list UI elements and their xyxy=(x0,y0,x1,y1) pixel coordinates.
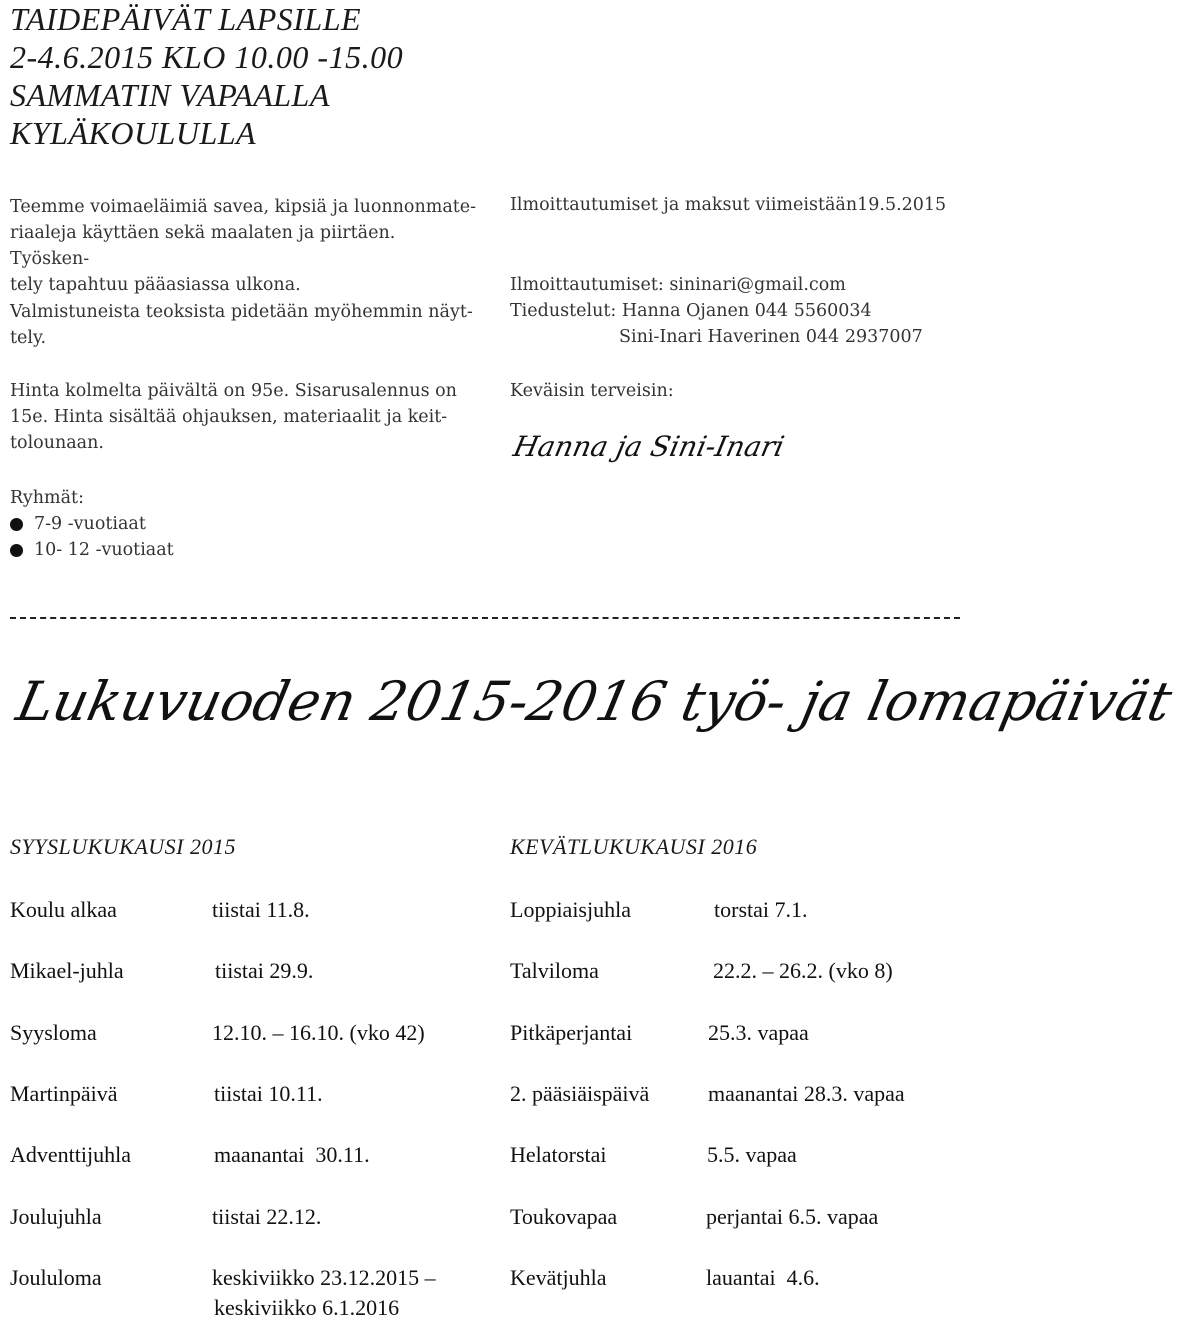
autumn-row-label: Joulujuhla xyxy=(10,1204,102,1229)
bullet-icon xyxy=(10,518,23,531)
group-label: 7-9 -vuotiaat xyxy=(34,514,146,534)
inquiries-text: Tiedustelut: Hanna Ojanen 044 5560034 xyxy=(510,301,872,321)
autumn-row-value: tiistai 10.11. xyxy=(214,1081,323,1106)
spring-row-value: perjantai 6.5. vapaa xyxy=(706,1204,879,1229)
signature: Hanna ja Sini-Inari xyxy=(510,430,788,463)
spring-row-value: 22.2. – 26.2. (vko 8) xyxy=(713,958,893,983)
spring-row-value: torstai 7.1. xyxy=(714,897,808,922)
autumn-row-label: Koulu alkaa xyxy=(10,897,117,922)
greeting-text: Keväisin terveisin: xyxy=(510,381,674,401)
description-paragraph xyxy=(10,194,480,298)
autumn-row-label: Mikael-juhla xyxy=(10,958,124,983)
spring-row-value: 5.5. vapaa xyxy=(707,1142,797,1167)
groups-label: Ryhmät: xyxy=(10,488,84,508)
spring-row-label: Pitkäperjantai xyxy=(510,1020,633,1045)
spring-row-value: lauantai 4.6. xyxy=(706,1265,820,1290)
autumn-row-label: Martinpäivä xyxy=(10,1081,118,1106)
inquiries-text-2: Sini-Inari Haverinen 044 2937007 xyxy=(619,327,923,347)
group-item xyxy=(10,537,480,563)
autumn-row-value: tiistai 11.8. xyxy=(212,897,310,922)
spring-row-label: Kevätjuhla xyxy=(510,1265,607,1290)
spring-row-label: Toukovapaa xyxy=(510,1204,618,1229)
autumn-row-value: tiistai 22.12. xyxy=(212,1204,322,1229)
title-line: KYLÄKOULULLA xyxy=(10,115,257,151)
autumn-row-value: keskiviikko 23.12.2015 – xyxy=(212,1265,436,1290)
text-line: Valmistuneista teoksista pidetään myöhemmin näyt- xyxy=(10,302,473,322)
group-item xyxy=(10,511,480,537)
title-line: SAMMATIN VAPAALLA xyxy=(10,77,330,113)
registration-email: Ilmoittautumiset: sininari@gmail.com xyxy=(510,275,846,295)
text-line: Hinta kolmelta päivältä on 95e. Sisarusalennus on xyxy=(10,381,457,401)
autumn-row-value: tiistai 29.9. xyxy=(215,958,314,983)
deadline-text: Ilmoittautumiset ja maksut viimeistään19.5.2015 xyxy=(510,195,947,215)
calendar-title: Lukuvuoden 2015-2016 työ- ja lomapäivät xyxy=(11,670,1177,733)
event-title xyxy=(10,0,403,152)
text-line: riaaleja käyttäen sekä maalaten ja piirtäen. Työsken- xyxy=(10,223,396,269)
text-line: tolounaan. xyxy=(10,433,104,453)
price-paragraph xyxy=(10,378,480,456)
dashed-divider xyxy=(10,617,960,619)
autumn-row-label: Joululoma xyxy=(10,1265,102,1290)
autumn-row-label: Adventtijuhla xyxy=(10,1142,131,1167)
title-line: TAIDEPÄIVÄT LAPSILLE xyxy=(10,1,362,37)
text-line: tely tapahtuu pääasiassa ulkona. xyxy=(10,275,301,295)
spring-row-value: 25.3. vapaa xyxy=(708,1020,809,1045)
autumn-row-value-2: keskiviikko 6.1.2016 xyxy=(214,1295,400,1320)
autumn-row-value: 12.10. – 16.10. (vko 42) xyxy=(212,1020,425,1045)
text-line: 15e. Hinta sisältää ohjauksen, materiaalit ja keit- xyxy=(10,407,448,427)
autumn-row-value: maanantai 30.11. xyxy=(214,1142,370,1167)
spring-row-label: Helatorstai xyxy=(510,1142,607,1167)
exhibition-paragraph xyxy=(10,299,480,351)
spring-row-value: maanantai 28.3. vapaa xyxy=(708,1081,905,1106)
autumn-heading: SYYSLUKUKAUSI 2015 xyxy=(10,834,236,859)
text-line: tely. xyxy=(10,328,47,348)
spring-heading: KEVÄTLUKUKAUSI 2016 xyxy=(510,834,758,859)
spring-row-label: Loppiaisjuhla xyxy=(510,897,631,922)
groups-section xyxy=(10,485,480,563)
group-label: 10- 12 -vuotiaat xyxy=(34,540,174,560)
autumn-row-label: Syysloma xyxy=(10,1020,97,1045)
text-line: Teemme voimaeläimiä savea, kipsiä ja luonnonmate- xyxy=(10,197,477,217)
spring-row-label: 2. pääsiäispäivä xyxy=(510,1081,650,1106)
spring-row-label: Talviloma xyxy=(510,958,599,983)
title-line: 2-4.6.2015 KLO 10.00 -15.00 xyxy=(10,39,404,75)
bullet-icon xyxy=(10,544,23,557)
